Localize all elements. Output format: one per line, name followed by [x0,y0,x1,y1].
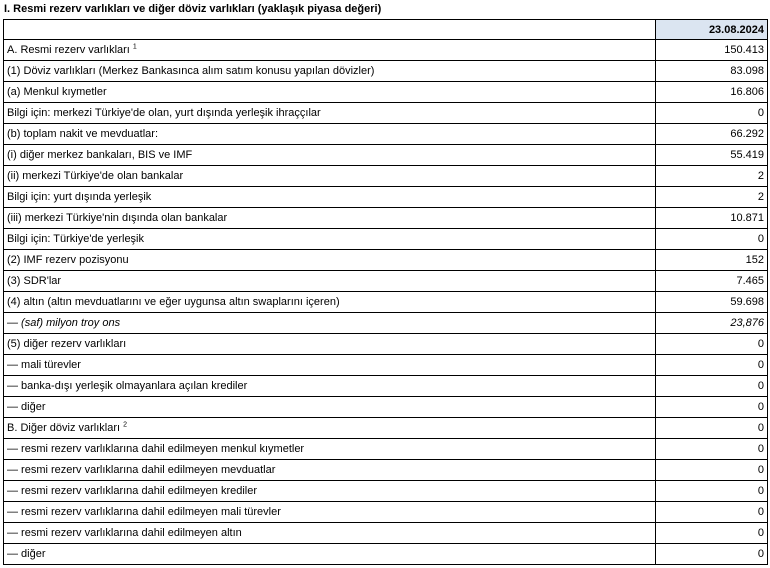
row-label-text: (i) diğer merkez bankaları, BIS ve IMF [7,149,193,161]
reserve-assets-table [3,19,768,565]
row-label-text: (5) diğer rezerv varlıkları [7,338,127,350]
table-row [4,208,768,229]
row-label-text: — banka-dışı yerleşik olmayanlara açılan krediler [7,380,248,392]
row-value: 2 [656,187,768,208]
row-label-text: — resmi rezerv varlıklarına dahil edilmeyen krediler [7,485,258,497]
row-label [4,418,656,439]
row-label [4,271,656,292]
row-label-text: — resmi rezerv varlıklarına dahil edilmeyen altın [7,527,242,539]
row-value: 23,876 [656,313,768,334]
table-row [4,439,768,460]
row-label-text: — diğer [7,548,46,560]
table-row [4,397,768,418]
table-row [4,502,768,523]
row-value: 0 [656,397,768,418]
row-label [4,523,656,544]
row-value: 59.698 [656,292,768,313]
row-label [4,502,656,523]
table-row [4,523,768,544]
table-row [4,376,768,397]
row-label-text: Bilgi için: merkezi Türkiye'de olan, yurt dışında yerleşik ihraççılar [7,107,321,119]
row-label-text: — resmi rezerv varlıklarına dahil edilmeyen mali türevler [7,506,281,518]
row-value: 0 [656,460,768,481]
table-row [4,418,768,439]
footnote-marker: 1 [132,43,137,51]
row-label-text: — diğer [7,401,46,413]
row-value: 66.292 [656,124,768,145]
row-label-text: Bilgi için: yurt dışında yerleşik [7,191,152,203]
row-label-text: (3) SDR'lar [7,275,62,287]
row-label-text: (2) IMF rezerv pozisyonu [7,254,129,266]
row-value: 0 [656,439,768,460]
table-row [4,166,768,187]
row-label [4,103,656,124]
header-date: 23.08.2024 [656,20,768,40]
row-label [4,145,656,166]
table-row [4,544,768,565]
row-value: 150.413 [656,40,768,61]
row-label [4,376,656,397]
row-value: 0 [656,502,768,523]
table-row [4,145,768,166]
table-row [4,103,768,124]
row-value: 2 [656,166,768,187]
row-value: 0 [656,229,768,250]
row-label [4,460,656,481]
row-label-text: (ii) merkezi Türkiye'de olan bankalar [7,170,184,182]
row-value: 0 [656,334,768,355]
row-value: 10.871 [656,208,768,229]
row-label-text: — mali türevler [7,359,81,371]
row-label [4,355,656,376]
row-label [4,313,656,334]
header-label-cell [4,20,656,40]
row-label-text: Bilgi için: Türkiye'de yerleşik [7,233,145,245]
row-label [4,61,656,82]
row-label-text: — resmi rezerv varlıklarına dahil edilmeyen mevduatlar [7,464,276,476]
table-row [4,61,768,82]
row-label-text: A. Resmi rezerv varlıkları [7,44,130,56]
table-row [4,187,768,208]
row-label [4,40,656,61]
page-title: I. Resmi rezerv varlıkları ve diğer döviz varlıkları (yaklaşık piyasa değeri) [4,3,382,15]
row-label-text: (1) Döviz varlıkları (Merkez Bankasınca alım satım konusu yapılan dövizler) [7,65,375,77]
row-label [4,292,656,313]
table-row [4,481,768,502]
row-value: 0 [656,481,768,502]
row-label [4,439,656,460]
table-row [4,250,768,271]
row-label [4,397,656,418]
table-row [4,271,768,292]
row-value: 7.465 [656,271,768,292]
table-header-row [4,20,768,40]
row-label [4,334,656,355]
table-row [4,229,768,250]
row-label [4,82,656,103]
row-value: 16.806 [656,82,768,103]
row-value: 0 [656,355,768,376]
row-label [4,187,656,208]
row-label-text: (a) Menkul kıymetler [7,86,107,98]
row-label [4,208,656,229]
row-value: 0 [656,103,768,124]
table-row [4,82,768,103]
table-row [4,334,768,355]
row-label-text: B. Diğer döviz varlıkları [7,422,121,434]
row-value: 0 [656,544,768,565]
row-label-text: (4) altın (altın mevduatlarını ve eğer uygunsa altın swaplarını içeren) [7,296,340,308]
row-value: 55.419 [656,145,768,166]
row-label-text: — (saf) milyon troy ons [7,317,121,329]
row-value: 152 [656,250,768,271]
table-row [4,124,768,145]
row-label-text: (iii) merkezi Türkiye'nin dışında olan bankalar [7,212,228,224]
table-row [4,355,768,376]
row-label-text: — resmi rezerv varlıklarına dahil edilmeyen menkul kıymetler [7,443,305,455]
row-label [4,250,656,271]
row-label [4,229,656,250]
row-label [4,166,656,187]
row-label [4,124,656,145]
table-row [4,40,768,61]
table-row [4,460,768,481]
footnote-marker: 2 [123,421,128,429]
row-label [4,481,656,502]
table-body [4,20,768,565]
row-label [4,544,656,565]
table-row [4,313,768,334]
row-label-text: (b) toplam nakit ve mevduatlar: [7,128,159,140]
row-value: 0 [656,523,768,544]
row-value: 0 [656,376,768,397]
row-value: 83.098 [656,61,768,82]
row-value: 0 [656,418,768,439]
table-row [4,292,768,313]
